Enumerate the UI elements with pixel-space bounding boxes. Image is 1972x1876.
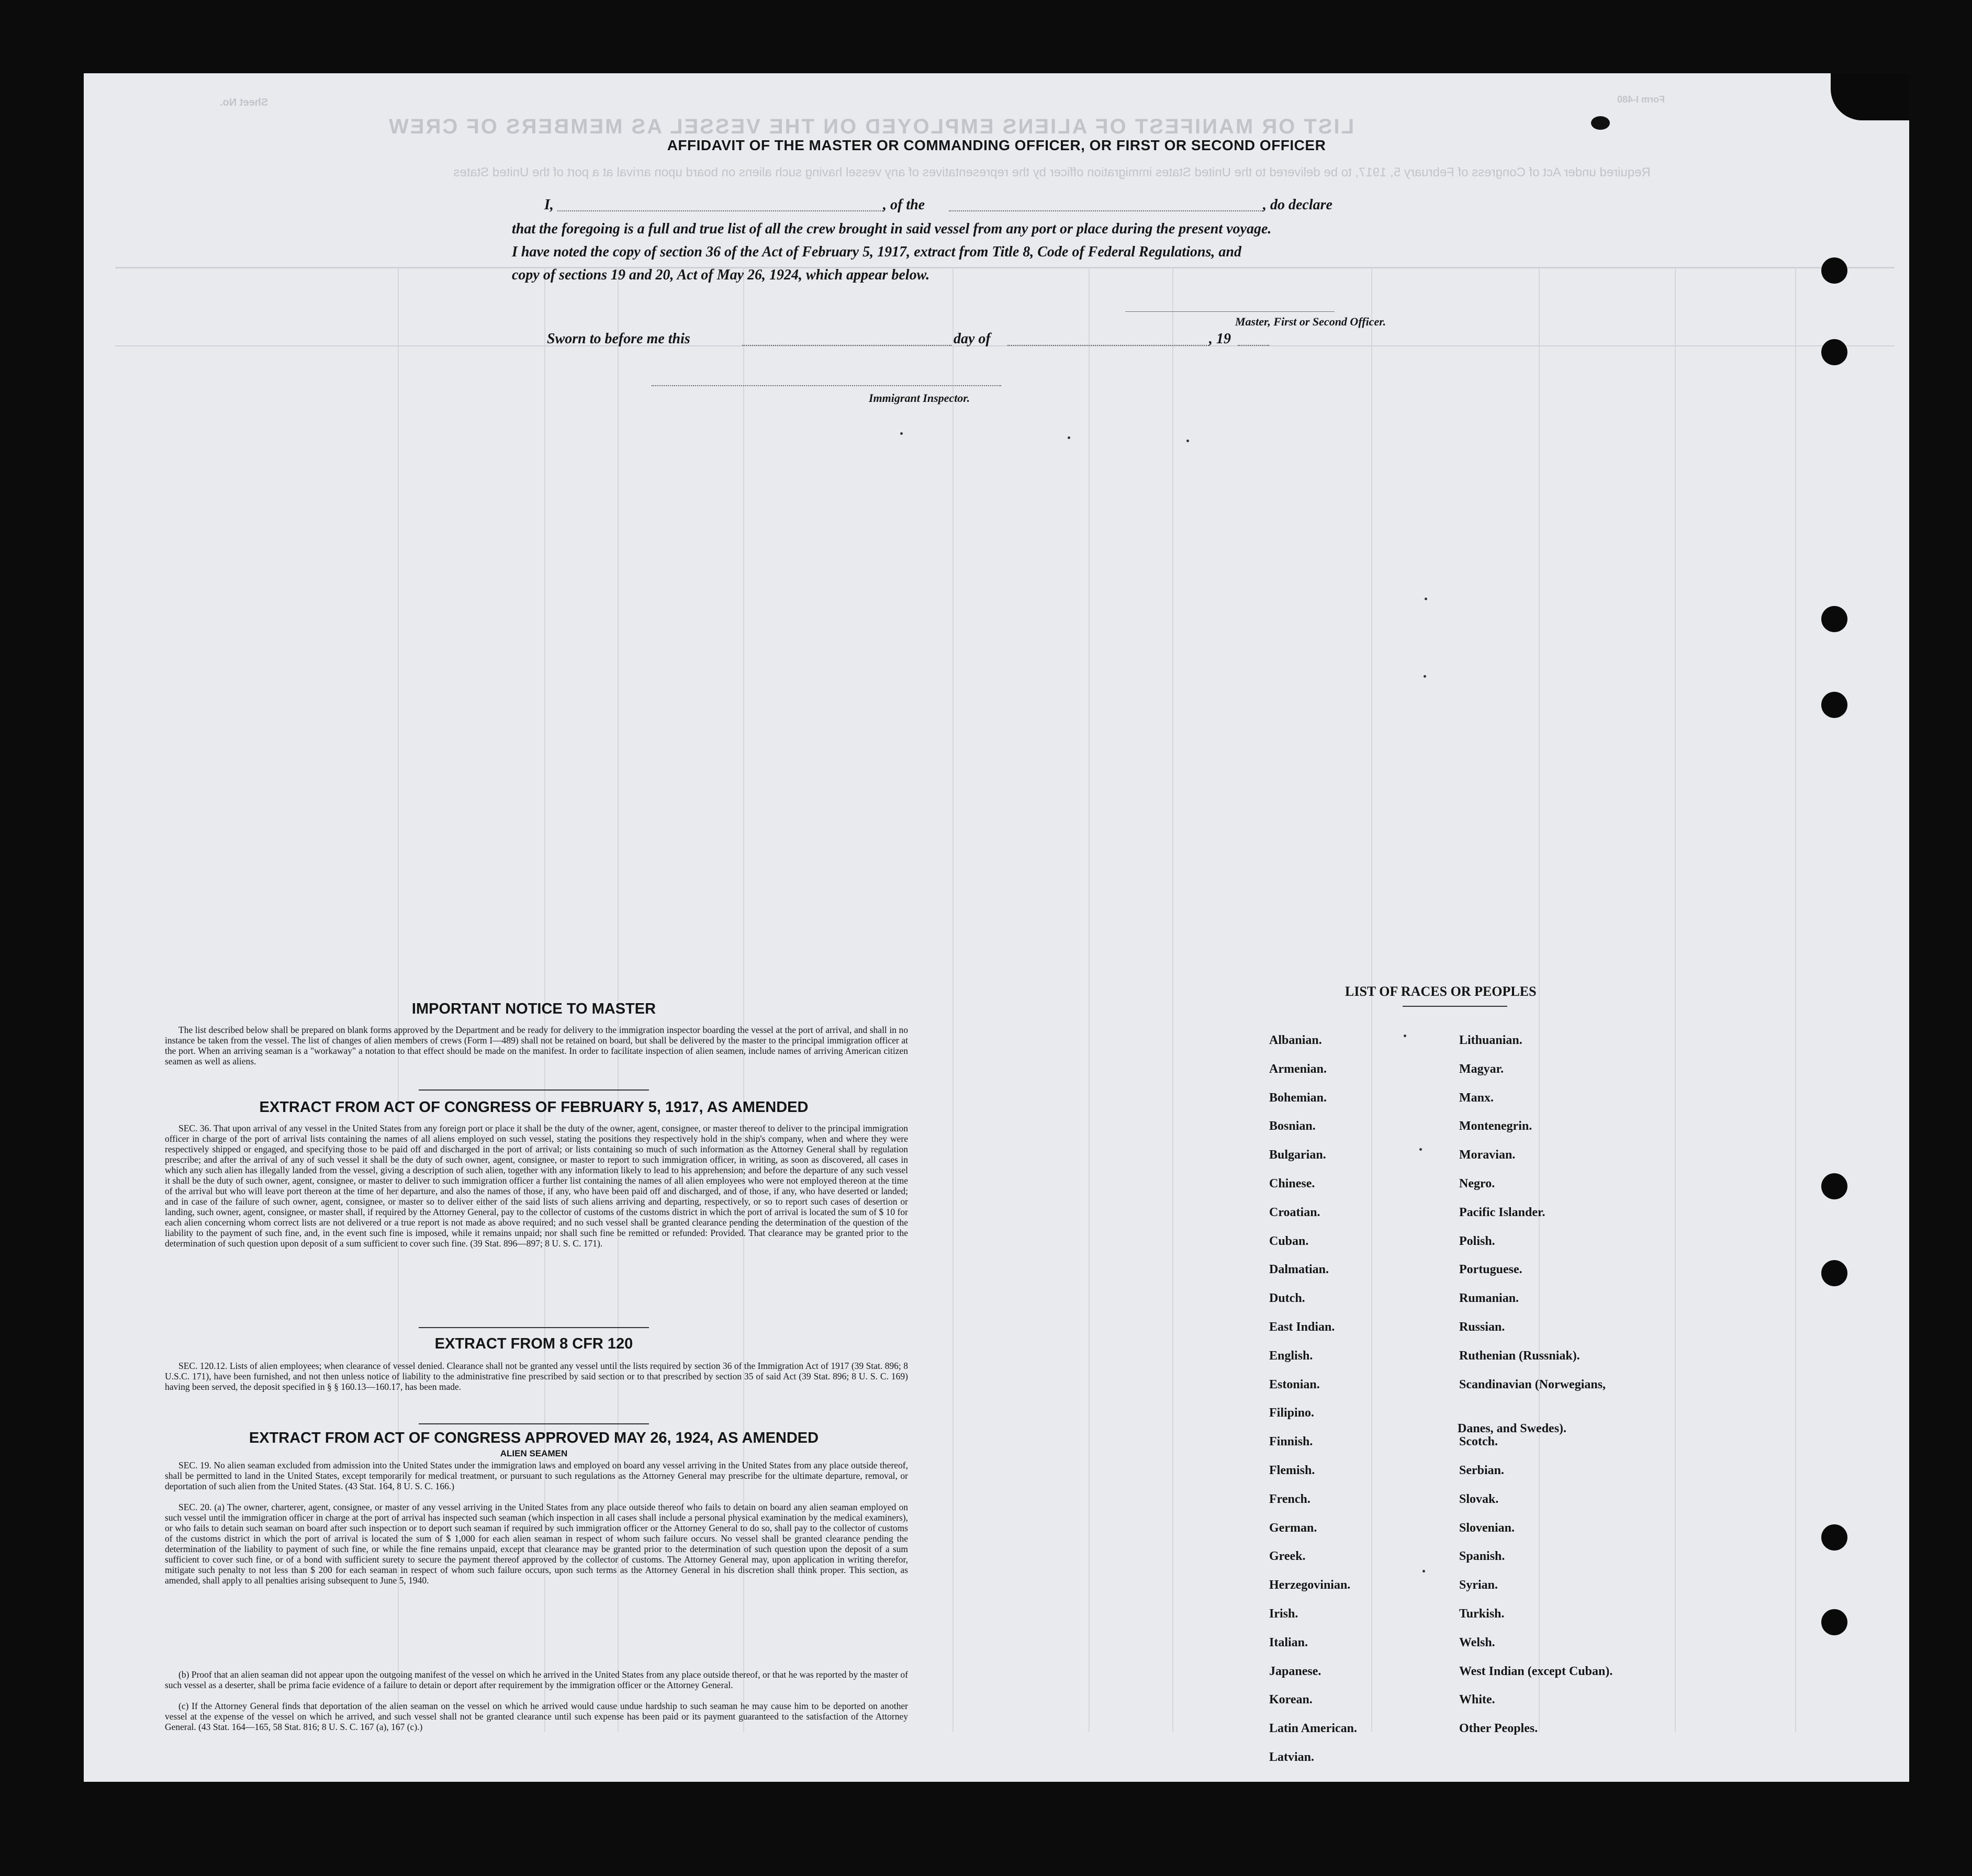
extract-1924-subtitle: ALIEN SEAMEN [500,1448,568,1458]
race-item: English. [1269,1349,1313,1363]
race-item: Pacific Islander. [1459,1205,1545,1219]
punch-hole [1821,1260,1847,1286]
race-item: Scandinavian (Norwegians, [1459,1377,1606,1391]
race-item: Herzegovinian. [1269,1578,1351,1592]
speck [1425,598,1427,600]
notice-title: IMPORTANT NOTICE TO MASTER [411,1001,656,1017]
ghost-grid-top [115,267,1895,268]
race-item: Portuguese. [1459,1263,1522,1277]
sworn-day-blank [742,345,951,346]
ghost-col [1539,267,1540,1732]
race-item: Serbian. [1459,1464,1505,1477]
bleed-through-heading: LIST OR MANIFEST OF ALIENS EMPLOYED ON THE VESSEL AS MEMBERS OF CREW [387,115,1354,138]
ghost-col [1795,267,1796,1732]
punch-hole [1821,257,1847,284]
race-item: Korean. [1269,1693,1313,1707]
race-item: Turkish. [1459,1607,1505,1621]
speck [1404,1035,1406,1037]
ghost-col [1675,267,1676,1732]
sworn-month-blank [1007,345,1209,346]
race-item: Spanish. [1459,1549,1505,1564]
affidavit-title: AFFIDAVIT OF THE MASTER OR COMMANDING OFFICER, OR FIRST OR SECOND OFFICER [667,137,1326,153]
affidavit-i: I, [544,197,554,213]
ghost-col [1172,267,1173,1732]
punch-hole [1821,606,1847,632]
race-item: Moravian. [1459,1148,1516,1162]
punch-hole [1821,692,1847,718]
document-page [84,73,1909,1782]
race-item: Chinese. [1269,1177,1315,1190]
race-item: Danes, and Swedes). [1458,1422,1567,1436]
race-item: Rumanian. [1459,1291,1519,1306]
punch-hole [1821,1173,1847,1199]
race-item: Manx. [1459,1091,1494,1105]
ghost-col [1089,267,1090,1732]
vessel-blank [949,210,1263,211]
ghost-grid-top2 [115,345,1895,346]
extract-cfr-text: SEC. 120.12. Lists of alien employees; when clearance of vessel denied. Clearance shall not be granted any vessel until the lists required by section 36 of the Immigration Act of 1917 (39 Stat. 896; 8 U.S.C. 171), have been furnished, and not then unless notice of liability to the administrative fine prescribed by said section or to that prescribed by section 35 of said Act (39 Stat. 896; 8 U. S. C. 169) having been served, the deposit specified in § § 160.13—160.17, has been made. [165,1361,908,1392]
race-item: Italian. [1269,1635,1308,1649]
races-title: LIST OF RACES OR PEOPLES [1345,984,1537,999]
race-item: Other Peoples. [1459,1722,1538,1736]
race-item: Estonian. [1269,1377,1320,1391]
sworn-label: Sworn to before me this [547,331,690,347]
speck [1424,675,1426,678]
ink-blot [1591,116,1610,130]
race-item: Ruthenian (Russniak). [1459,1349,1580,1363]
speck [1422,1570,1425,1572]
race-item: Finnish. [1269,1435,1313,1449]
sworn-year-blank [1238,345,1269,346]
race-item: White. [1459,1693,1495,1707]
race-item: Latvian. [1269,1750,1315,1764]
race-item: Croatian. [1269,1205,1320,1219]
races-title-underline [1403,1006,1507,1007]
bleed-through-form: Form I-480 [1617,94,1665,105]
race-item: Albanian. [1269,1034,1322,1047]
race-item: Slovak. [1459,1492,1499,1506]
race-item: Latin American. [1269,1722,1357,1736]
affidavit-do-declare: , do declare [1263,197,1332,213]
extract-1917-title: EXTRACT FROM ACT OF CONGRESS OF FEBRUARY 5, 1917, AS AMENDED [259,1099,809,1116]
punch-hole [1821,1524,1847,1551]
race-item: Bosnian. [1269,1119,1316,1133]
race-item: French. [1269,1492,1310,1506]
extract-1924-sec20c: (c) If the Attorney General finds that deportation of the alien seaman on the vessel on which he arrived would cause undue hardship to such seaman he may cause him to be deported on another vessel at the expense of the vessel on which he arrived, and such vessel shall not be granted clearance until such expense has been paid or its payment guaranteed to the satisfaction of the Attorney General. (43 Stat. 164—165, 58 Stat. 816; 8 U. S. C. 167 (a), 167 (c).) [165,1701,908,1732]
master-signature-line [1125,311,1335,312]
race-item: Magyar. [1459,1062,1504,1076]
race-item: Dalmatian. [1269,1263,1329,1277]
race-item: Syrian. [1459,1578,1498,1592]
race-item: Russian. [1459,1320,1505,1334]
speck [1186,440,1189,442]
ghost-col [953,267,954,1732]
extract-1924-sec20b: (b) Proof that an alien seaman did not appear upon the outgoing manifest of the vessel on which he arrived in the United States from any place outside thereof, or that he was reported by the master of such vessel as a deserter, shall be prima facie evidence of a failure to detain or deport after requirement by the immigration officer or the Attorney General. [165,1669,908,1690]
affidavit-line-3: I have noted the copy of section 36 of the Act of February 5, 1917, extract from Title 8, Code of Federal Regulations, and [512,244,1241,260]
year-label: , 19 [1209,331,1231,347]
master-label: Master, First or Second Officer. [1235,315,1386,328]
inspector-label: Immigrant Inspector. [869,391,970,405]
extract-1917-text: SEC. 36. That upon arrival of any vessel in the United States from any foreign port or place it shall be the duty of the owner, agent, consignee, or master thereof to deliver to the principal immigration officer in charge of the port of arrival lists containing the names of all aliens employed on such vessel, stating the positions they respectively hold in the ship's company, when and where they were respectively shipped or engaged, and specifying those to be paid off and discharged in the port of arrival; or lists containing so much of such information as the Attorney General shall by regulation prescribe; and after the arrival of any of such vessel it shall be the duty of such owner, agent, consignee, or master to report to such immigration officer, in writing, as soon as discovered, all cases in which any such alien has illegally landed from the vessel, giving a description of such alien, together with any information likely to lead to his apprehension; and before the departure of any such vessel it shall be the duty of such owner, agent, consignee, or master to deliver to such immigration officer a further list containing the names of all alien employees who were not employed thereon at the time of the arrival but who will leave port thereon at the time of her departure, and also the names of those, if any, who have been paid off and discharged, and of those, if any, who have deserted or landed; and in case of the failure of such owner, agent, consignee, or master so to deliver either of the said lists of such aliens arriving and departing, respectively, or so to report such cases of desertion or landing, such owner, agent, consignee, or master shall, if required by the Attorney General, pay to the collector of customs of the customs district in which the port of arrival is located the sum of $ 10 for each alien concerning whom correct lists are not delivered or a true report is not made as above required; and no such vessel shall be granted clearance pending the determination of the question of the liability to the payment of such fine, and, in the event such fine is imposed, while it remains unpaid; nor shall such fine be remitted or refunded: Provided. That clearance may be granted prior to the determination of such question upon deposit of a sum sufficient to cover such fine. (39 Stat. 896—897; 8 U. S. C. 171). [165,1123,908,1249]
affidavit-line-2: that the foregoing is a full and true list of all the crew brought in said vessel from any port or place during the present voyage. [512,221,1272,237]
inspector-signature-blank [652,385,1001,386]
race-item: East Indian. [1269,1320,1335,1334]
speck [1419,1148,1422,1151]
day-of-label: day of [954,331,991,347]
race-item: West Indian (except Cuban). [1459,1664,1613,1678]
race-item: German. [1269,1521,1317,1535]
ghost-col [1371,267,1372,1732]
race-item: Armenian. [1269,1062,1327,1076]
race-item: Filipino. [1269,1406,1315,1420]
race-item: Cuban. [1269,1234,1309,1248]
speck [900,432,903,435]
extract-1924-sec20a: SEC. 20. (a) The owner, charterer, agent, consignee, or master of any vessel arriving in the United States from any place outside thereof who fails to detain on board any alien seaman employed on such vessel until the immigration officer in charge at the port of arrival has inspected such seaman (which inspection in all cases shall include a personal physical examination by the medical examiners), or who fails to detain such seaman on board after such inspection or to deport such seaman if required by such immigration officer or the Attorney General to do so, shall pay to the collector of customs of the customs district in which the port of arrival is located the sum of $ 1,000 for each alien seaman in respect of whom such failure occurs. No vessel shall be granted clearance pending the determination of the liability to payment of such fine, or while the fine remains unpaid, except that clearance may be granted prior to the determination of such question upon the deposit of a sum sufficient to cover such fine, or of a bond with sufficient surety to secure the payment thereof approved by the collector of customs. The Attorney General may, upon application in writing therefor, mitigate such penalty to not less than $ 200 for each seaman in respect of whom such failure occurs, upon such terms as the Attorney General in his discretion shall think proper. This section, as amended, shall apply to all penalties arising subsequent to June 5, 1940. [165,1502,908,1586]
race-item: Polish. [1459,1234,1495,1248]
race-item: Slovenian. [1459,1521,1515,1535]
race-item: Welsh. [1459,1635,1495,1649]
race-item: Bulgarian. [1269,1148,1326,1162]
extract-cfr-title: EXTRACT FROM 8 CFR 120 [434,1335,633,1352]
extract-1924-title: EXTRACT FROM ACT OF CONGRESS APPROVED MAY 26, 1924, AS AMENDED [249,1430,819,1446]
divider [419,1089,649,1091]
divider [419,1423,649,1424]
race-item: Montenegrin. [1459,1119,1532,1133]
affidavit-line-4: copy of sections 19 and 20, Act of May 26, 1924, which appear below. [512,267,930,283]
bleed-through-subheading: Required under Act of Congress of February 5, 1917, to be delivered to the United States immigration officer by the representatives of any vessel having such aliens on board upon arrival at a port of the United States [453,165,1651,179]
divider [419,1327,649,1328]
notice-text: The list described below shall be prepared on blank forms approved by the Department and be ready for delivery to the immigration inspector boarding the vessel at the port of arrival, and shall in no instance be taken from the vessel. The list of changes of alien members of crews (Form I—489) shall not be retained on board, but shall be delivered by the master to the principal immigration officer at the port. When an arriving seaman is a "workaway" a notation to that effect should be made on the manifest. In order to facilitate inspection of alien seamen, include names of arriving American citizen seamen as well as aliens. [165,1025,908,1066]
race-item: Negro. [1459,1177,1495,1190]
race-item: Lithuanian. [1459,1034,1522,1047]
race-item: Greek. [1269,1549,1306,1564]
race-item: Bohemian. [1269,1091,1327,1105]
punch-hole [1821,339,1847,365]
bleed-through-sheet: Sheet No. [220,97,268,108]
punch-hole [1821,1609,1847,1635]
race-item: Scotch. [1459,1435,1498,1449]
affidavit-of-the: , of the [883,197,925,213]
race-item: Dutch. [1269,1291,1305,1306]
race-item: Irish. [1269,1607,1298,1621]
name-blank [557,210,883,211]
race-item: Flemish. [1269,1464,1315,1477]
race-item: Japanese. [1269,1664,1321,1678]
torn-corner [1831,73,1909,120]
speck [1068,436,1070,439]
extract-1924-sec19: SEC. 19. No alien seaman excluded from admission into the United States under the immigration laws and employed on board any vessel arriving in the United States from any place outside thereof, shall be permitted to land in the United States, except temporarily for medical treatment, or pursuant to such regulations as the Attorney General may prescribe for the ultimate departure, removal, or deportation of such alien from the United States. (43 Stat. 164, 8 U. S. C. 166.) [165,1460,908,1491]
